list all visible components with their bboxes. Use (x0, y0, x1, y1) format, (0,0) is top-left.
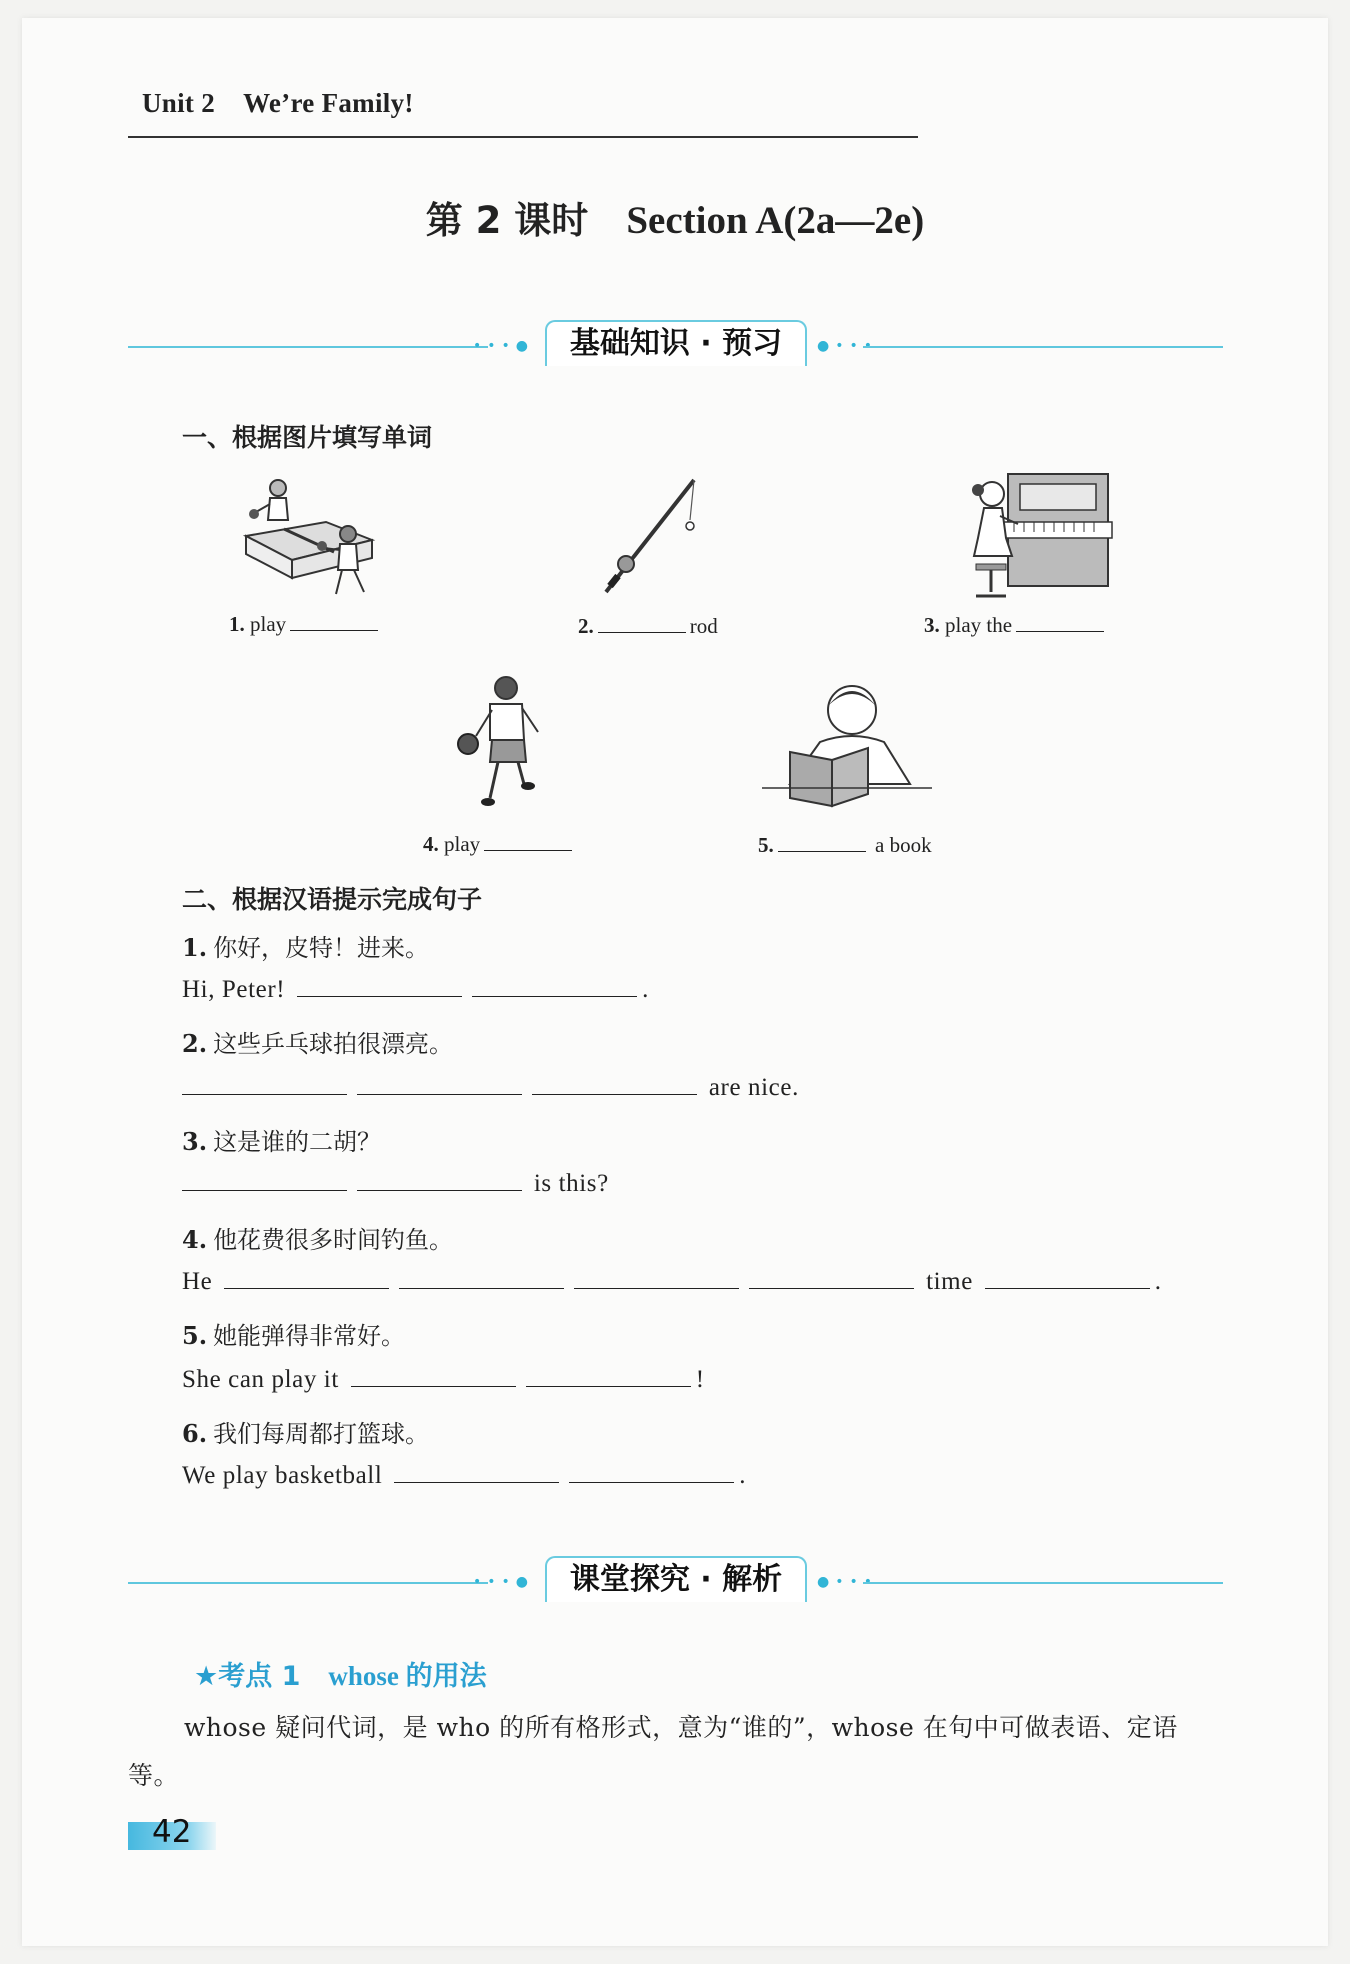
lesson-title (0, 190, 1350, 244)
answer-blank[interactable] (297, 976, 462, 997)
caption-text: play (444, 832, 481, 856)
sentence-1-english (182, 976, 649, 1004)
part1-heading: 一、根据图片填写单词 (182, 423, 433, 452)
section-banner-preview (128, 326, 1223, 366)
english-text: . (642, 976, 649, 1003)
lesson-period: 第 2 课时 (425, 199, 589, 242)
item-number: 1. (229, 612, 245, 636)
banner-label: 课堂探究 · 解析 (545, 1556, 807, 1602)
chinese-prompt: 她能弹得非常好。 (213, 1322, 406, 1350)
answer-blank[interactable] (532, 1074, 697, 1095)
lesson-section: Section A(2a—2e) (626, 199, 925, 242)
picture-3-caption (924, 613, 1108, 638)
key-point-title: whose 的用法 (328, 1661, 487, 1691)
sentence-2-english (182, 1074, 799, 1102)
answer-blank[interactable] (569, 1462, 734, 1483)
answer-blank[interactable] (399, 1268, 564, 1289)
answer-blank[interactable] (351, 1366, 516, 1387)
item-number: 4. (423, 832, 439, 856)
answer-blank[interactable] (1016, 613, 1104, 632)
page-number-tab (128, 1814, 216, 1850)
item-number: 6. (182, 1419, 208, 1448)
answer-blank[interactable] (574, 1268, 739, 1289)
english-text: time (926, 1268, 973, 1295)
caption-text: play (250, 612, 287, 636)
unit-header (142, 88, 414, 119)
answer-blank[interactable] (472, 976, 637, 997)
piano-illustration (960, 468, 1116, 604)
table-tennis-illustration (236, 474, 386, 602)
answer-blank[interactable] (749, 1268, 914, 1289)
english-text: ! (695, 1366, 705, 1393)
english-text: She can play it (182, 1366, 339, 1393)
sentence-3-chinese (182, 1122, 381, 1157)
section-banner-explore (128, 1562, 1223, 1602)
picture-1-caption (229, 612, 382, 637)
fishing-rod-illustration (596, 474, 706, 598)
sentence-2-chinese (182, 1024, 453, 1059)
english-text: . (1154, 1268, 1162, 1295)
picture-5-caption (758, 833, 932, 858)
unit-title: We’re Family! (243, 88, 414, 118)
caption-text: rod (689, 614, 718, 638)
basketball-illustration (450, 674, 550, 814)
banner-line-left (128, 1582, 488, 1584)
part2-heading: 二、根据汉语提示完成句子 (182, 885, 483, 914)
reading-book-illustration (760, 680, 934, 814)
chinese-prompt: 我们每周都打篮球。 (213, 1420, 430, 1448)
answer-blank[interactable] (484, 832, 572, 851)
sentence-6-chinese (182, 1414, 429, 1449)
header-rule (128, 136, 918, 138)
english-text: are nice. (708, 1074, 799, 1101)
answer-blank[interactable] (357, 1170, 522, 1191)
item-number: 3. (924, 613, 940, 637)
chinese-prompt: 这些乒乓球拍很漂亮。 (213, 1030, 454, 1058)
answer-blank[interactable] (778, 833, 866, 852)
sentence-4-chinese (182, 1220, 453, 1255)
item-number: 2. (578, 614, 594, 638)
item-number: 5. (182, 1321, 208, 1350)
banner-dots-left: •••● (473, 338, 534, 354)
answer-blank[interactable] (394, 1462, 559, 1483)
item-number: 4. (182, 1225, 208, 1254)
picture-2-caption (578, 614, 718, 639)
english-text: . (739, 1462, 747, 1489)
sentence-6-english (182, 1462, 746, 1490)
caption-text: play the (945, 613, 1013, 637)
banner-label: 基础知识 · 预习 (545, 320, 807, 366)
sentence-3-english (182, 1170, 609, 1198)
caption-text: a book (875, 833, 932, 857)
chinese-prompt: 这是谁的二胡？ (213, 1128, 382, 1156)
banner-line-right (863, 346, 1223, 348)
banner-dots-left: •••● (473, 1574, 534, 1590)
sentence-5-chinese (182, 1316, 405, 1351)
english-text: We play basketball (182, 1462, 383, 1489)
sentence-5-english (182, 1366, 705, 1394)
picture-4-caption (423, 832, 576, 857)
key-point-label: ★考点 1 (194, 1661, 301, 1692)
answer-blank[interactable] (526, 1366, 691, 1387)
answer-blank[interactable] (224, 1268, 389, 1289)
banner-dots-right: ●••• (817, 1574, 878, 1590)
english-text: He (182, 1268, 213, 1295)
unit-number: Unit 2 (142, 88, 216, 118)
english-text: Hi, Peter! (182, 976, 286, 1003)
item-number: 1. (182, 933, 208, 962)
sentence-1-chinese (182, 928, 429, 963)
banner-dots-right: ●••• (817, 338, 878, 354)
item-number: 5. (758, 833, 774, 857)
banner-line-left (128, 346, 488, 348)
item-number: 2. (182, 1029, 208, 1058)
answer-blank[interactable] (985, 1268, 1150, 1289)
item-number: 3. (182, 1127, 208, 1156)
answer-blank[interactable] (182, 1074, 347, 1095)
english-text: is this? (533, 1170, 609, 1197)
page-number: 42 (152, 1814, 192, 1850)
key-point-heading (194, 1654, 487, 1693)
answer-blank[interactable] (182, 1170, 347, 1191)
answer-blank[interactable] (290, 612, 378, 631)
banner-line-right (863, 1582, 1223, 1584)
chinese-prompt: 他花费很多时间钓鱼。 (213, 1226, 454, 1254)
chinese-prompt: 你好，皮特！进来。 (213, 934, 430, 962)
answer-blank[interactable] (598, 614, 686, 633)
answer-blank[interactable] (357, 1074, 522, 1095)
sentence-4-english (182, 1268, 1162, 1296)
key-point-explanation: whose 疑问代词，是 who 的所有格形式，意为“谁的”，whose 在句中可做表语、定语等。 (128, 1713, 1178, 1790)
